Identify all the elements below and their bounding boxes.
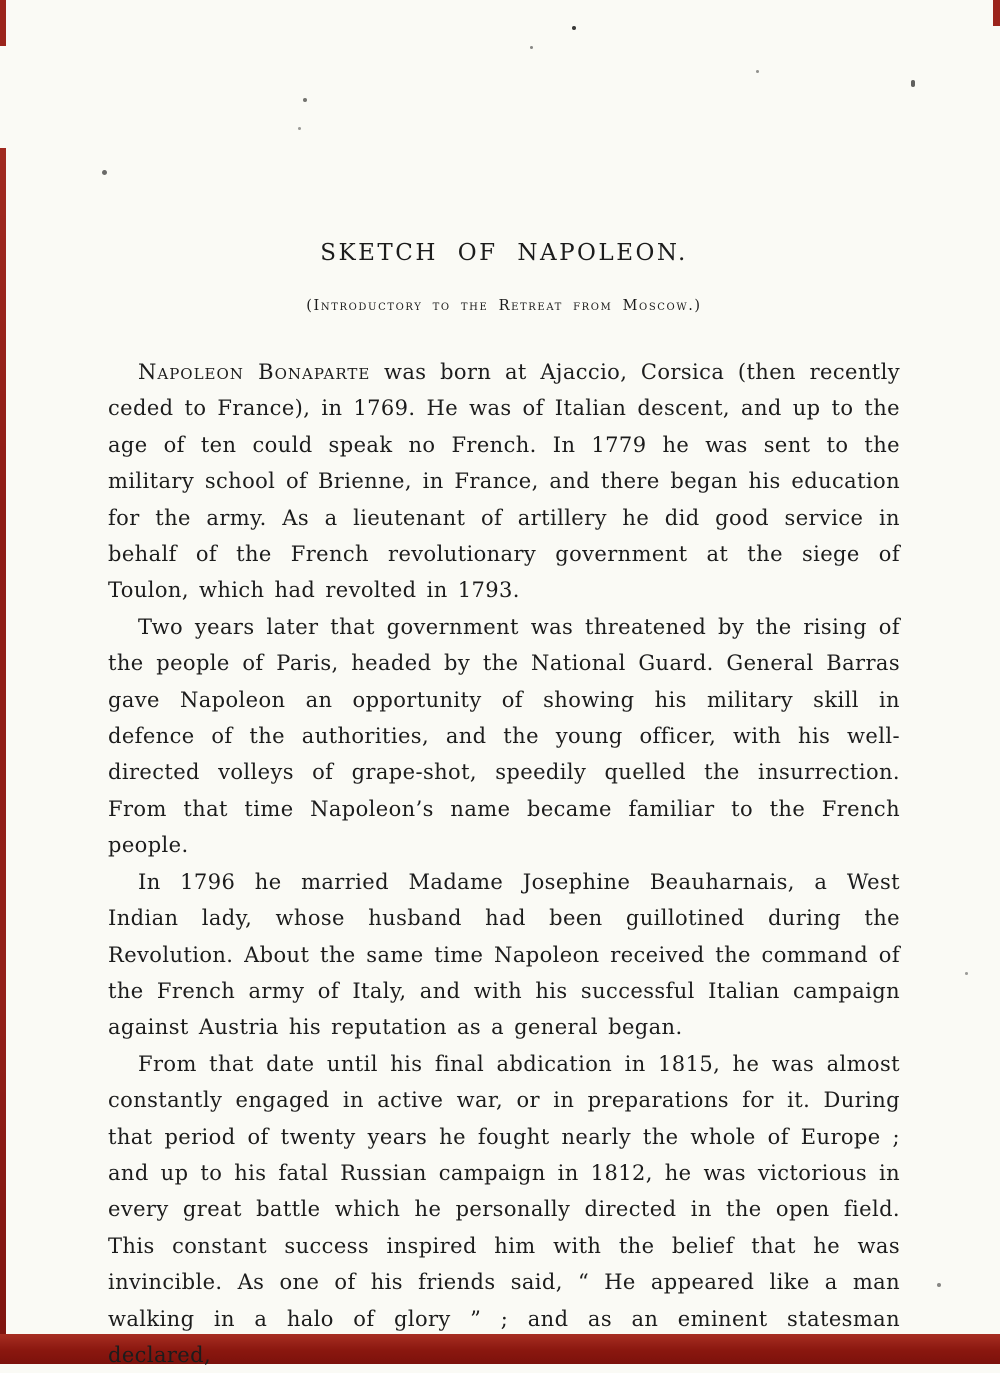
- scan-speck: [756, 70, 759, 73]
- paragraph: In 1796 he married Madame Josephine Beauharnais, a West Indian lady, whose husband had been guillotined during the Revolution. About the same time Napoleon received the command of the French army of Italy, and with his successful Italian campaign against Austria his reputation as a general began.: [108, 869, 900, 1040]
- scan-speck: [530, 46, 533, 49]
- paragraph: From that date until his final abdication in 1815, he was almost constantly engaged in active war, or in preparations for it. During that period of twenty years he fought nearly the whole of Europe ; and up to his fatal Russian campaign in 1812, he was victorious in every great battle which he personally directed in the open field. This constant success inspired him with the belief that he was invincible. As one of his friends said, “ He appeared like a man walking in a halo of glory ” ; and as an eminent statesman declared,: [108, 1051, 900, 1367]
- scan-speck: [911, 80, 915, 87]
- scan-speck: [572, 26, 576, 30]
- scan-artifact-top-right: [993, 0, 1000, 26]
- scan-speck: [937, 1283, 941, 1287]
- page-title: SKETCH OF NAPOLEON.: [320, 240, 688, 266]
- paragraph: [108, 354, 900, 609]
- scan-speck: [102, 170, 107, 175]
- scan-speck: [303, 98, 307, 102]
- scan-artifact-left-stripe: [0, 148, 6, 1364]
- scan-speck: [298, 127, 301, 130]
- paragraph: Two years later that government was threatened by the rising of the people of Paris, headed by the National Guard. General Barras gave Napoleon an opportunity of showing his military skill in defence of the authorities, and the young officer, with his well-directed volleys of grape-shot, speedily quelled the insurrection. From that time Napoleon’s name became familiar to the French people.: [108, 614, 900, 858]
- page-subtitle: (Introductory to the Retreat from Moscow.): [306, 298, 702, 314]
- scan-artifact-top-left: [0, 0, 6, 46]
- page-content: [108, 240, 900, 1373]
- paragraph-text: was born at Ajaccio, Corsica (then recently ceded to France), in 1769. He was of Italian descent, and up to the age of ten could speak no French. In 1779 he was sent to the military school of Brienne, in France, and there began his education for the army. As a lieutenant of artillery he did good service in behalf of the French revolutionary government at the siege of Toulon, which had revolted in 1793.: [108, 360, 900, 603]
- scan-speck: [965, 972, 968, 975]
- lead-small-caps: Napoleon Bonaparte: [138, 360, 371, 384]
